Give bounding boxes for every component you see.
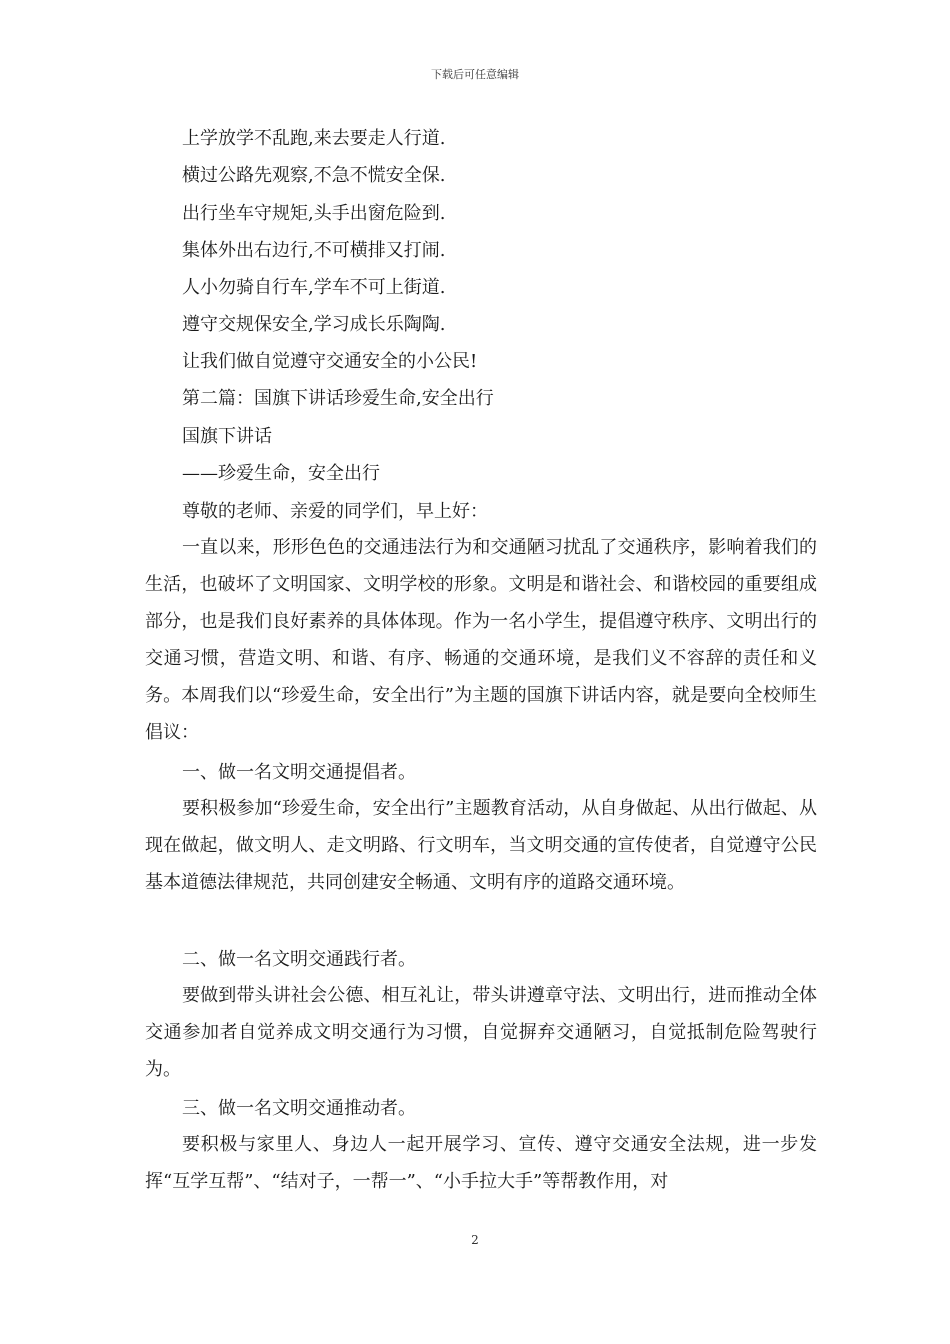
- paragraph: 要做到带头讲社会公德、相互礼让，带头讲遵章守法、文明出行，进而推动全体交通参加者自觉养成文明交通行为习惯，自觉摒弃交通陋习，自觉抵制危险驾驶行为。: [145, 985, 817, 1080]
- greeting: 尊敬的老师、亲爱的同学们，早上好：: [182, 501, 488, 522]
- paragraph: 要积极与家里人、身边人一起开展学习、宣传、遵守交通安全法规，进一步发挥“互学互帮”、“结对子，一帮一”、“小手拉大手”等帮教作用，对: [145, 1134, 817, 1192]
- closing-line: 让我们做自觉遵守交通安全的小公民!: [182, 351, 478, 372]
- section-subtitle: 国旗下讲话: [182, 426, 272, 447]
- poem-line: 遵守交规保安全,学习成长乐陶陶.: [182, 314, 446, 335]
- page-number: 2: [471, 1233, 479, 1247]
- list-item-heading: 一、做一名文明交通提倡者。: [182, 762, 416, 783]
- page-header-note: 下载后可任意编辑: [431, 68, 519, 81]
- poem-line: 上学放学不乱跑,来去要走人行道.: [182, 128, 446, 149]
- paragraph: 一直以来，形形色色的交通违法行为和交通陋习扰乱了交通秩序，影响着我们的生活，也破坏了文明国家、文明学校的形象。文明是和谐社会、和谐校园的重要组成部分，也是我们良好素养的具体体现。作为一名小学生，提倡遵守秩序、文明出行的交通习惯，营造文明、和谐、有序、畅通的交通环境，是我们义不容辞的责任和义务。本周我们以“珍爱生命，安全出行”为主题的国旗下讲话内容，就是要向全校师生倡议：: [145, 537, 817, 743]
- section-title: 第二篇：国旗下讲话珍爱生命,安全出行: [182, 388, 494, 409]
- poem-line: 横过公路先观察,不急不慌安全保.: [182, 165, 446, 186]
- list-item-heading: 三、做一名文明交通推动者。: [182, 1098, 416, 1119]
- poem-line: 集体外出右边行,不可横排又打闹.: [182, 240, 446, 261]
- list-item-heading: 二、做一名文明交通践行者。: [182, 949, 416, 970]
- section-subtitle: ——珍爱生命，安全出行: [182, 463, 380, 484]
- paragraph: 要积极参加“珍爱生命，安全出行”主题教育活动，从自身做起、从出行做起、从现在做起，做文明人、走文明路、行文明车，当文明交通的宣传使者，自觉遵守公民基本道德法律规范，共同创建安全畅通、文明有序的道路交通环境。: [145, 798, 817, 893]
- poem-line: 出行坐车守规矩,头手出窗危险到.: [182, 203, 446, 224]
- poem-line: 人小勿骑自行车,学车不可上街道.: [182, 277, 446, 298]
